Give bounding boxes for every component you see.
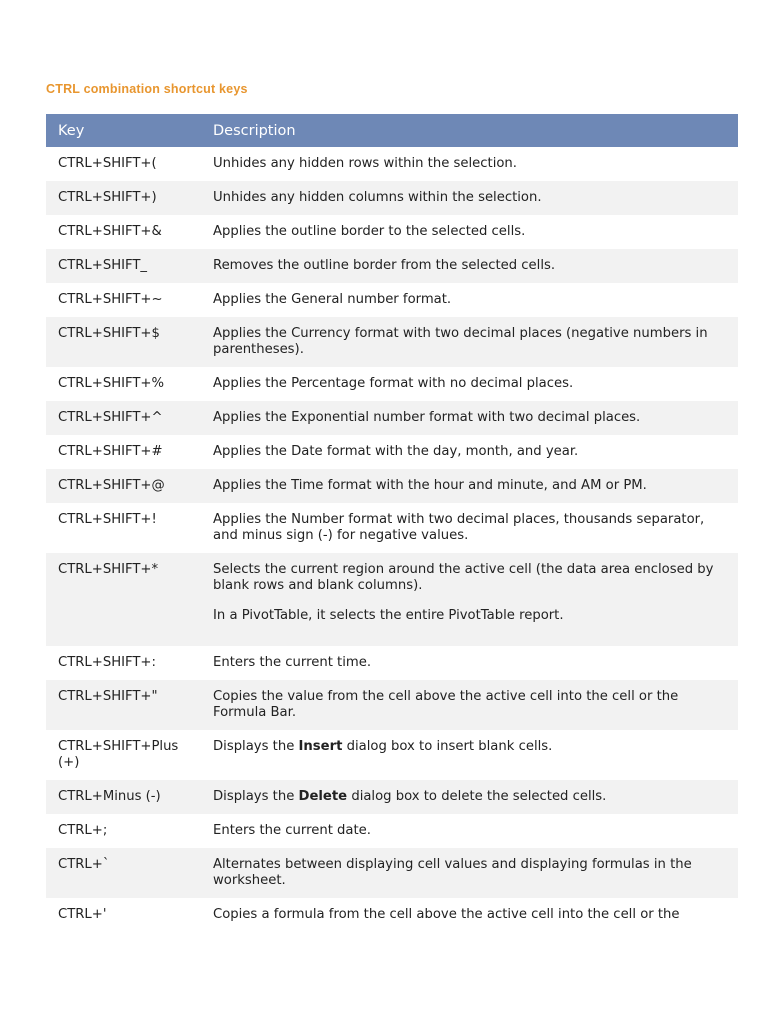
- description-cell: [201, 553, 738, 646]
- description-text: Applies the Currency format with two decimal places (negative numbers in parentheses).: [213, 326, 708, 357]
- description-text: Unhides any hidden columns within the selection.: [213, 190, 542, 205]
- description-text: Applies the Exponential number format with two decimal places.: [213, 410, 641, 425]
- key-cell: CTRL+SHIFT+&: [46, 215, 201, 249]
- description-after: dialog box to delete the selected cells.: [347, 789, 607, 804]
- key-cell: CTRL+SHIFT+^: [46, 401, 201, 435]
- description-text: Enters the current date.: [213, 823, 371, 838]
- key-cell: CTRL+SHIFT+~: [46, 283, 201, 317]
- key-cell: CTRL+SHIFT+Plus (+): [46, 730, 201, 780]
- description-cell: [201, 401, 738, 435]
- key-cell: CTRL+SHIFT+": [46, 680, 201, 730]
- key-cell: CTRL+SHIFT+$: [46, 317, 201, 367]
- description-text: Enters the current time.: [213, 655, 372, 670]
- table-row: [46, 181, 738, 215]
- key-cell: CTRL+`: [46, 848, 201, 898]
- description-cell: [201, 283, 738, 317]
- description-cell: [201, 317, 738, 367]
- description-cell: [201, 215, 738, 249]
- table-row: [46, 283, 738, 317]
- description-text: Unhides any hidden rows within the selection.: [213, 156, 517, 171]
- column-header-description: Description: [201, 114, 738, 147]
- description-text: Applies the outline border to the selected cells.: [213, 224, 526, 239]
- table-row: [46, 814, 738, 848]
- description-text: In a PivotTable, it selects the entire PivotTable report.: [213, 608, 564, 623]
- description-text: Applies the Date format with the day, month, and year.: [213, 444, 579, 459]
- description-cell: [201, 181, 738, 215]
- table-row: [46, 646, 738, 680]
- description-text: Applies the Time format with the hour and minute, and AM or PM.: [213, 478, 647, 493]
- description-before: Displays the: [213, 789, 299, 804]
- description-cell: [201, 367, 738, 401]
- description-text: Applies the Number format with two decimal places, thousands separator, and minus sign (-) for negative values.: [213, 512, 705, 543]
- key-cell: CTRL+SHIFT+#: [46, 435, 201, 469]
- table-row: [46, 147, 738, 181]
- description-cell: [201, 469, 738, 503]
- key-cell: CTRL+SHIFT+:: [46, 646, 201, 680]
- table-row: [46, 215, 738, 249]
- description-cell: [201, 680, 738, 730]
- table-row: [46, 401, 738, 435]
- key-cell: CTRL+SHIFT+%: [46, 367, 201, 401]
- table-row: [46, 898, 738, 932]
- table-row: [46, 317, 738, 367]
- table-row: [46, 503, 738, 553]
- description-cell: [201, 814, 738, 848]
- table-row: [46, 680, 738, 730]
- description-text: Copies the value from the cell above the active cell into the cell or the Formula Bar.: [213, 689, 679, 720]
- table-row: [46, 553, 738, 646]
- dialog-name-insert: Insert: [298, 739, 343, 754]
- key-cell: CTRL+;: [46, 814, 201, 848]
- table-row: [46, 730, 738, 780]
- description-cell: [201, 147, 738, 181]
- page-title: CTRL combination shortcut keys: [46, 82, 248, 96]
- key-cell: CTRL+SHIFT+*: [46, 553, 201, 646]
- shortcut-table: [46, 114, 738, 932]
- description-text: Applies the General number format.: [213, 292, 452, 307]
- table-row: [46, 367, 738, 401]
- description-before: Displays the: [213, 739, 299, 754]
- description-after: dialog box to insert blank cells.: [342, 739, 553, 754]
- key-cell: CTRL+SHIFT+!: [46, 503, 201, 553]
- description-cell: [201, 646, 738, 680]
- key-cell: CTRL+SHIFT+(: [46, 147, 201, 181]
- key-cell: CTRL+': [46, 898, 201, 932]
- description-cell: [201, 780, 738, 814]
- description-cell: [201, 435, 738, 469]
- key-cell: CTRL+Minus (-): [46, 780, 201, 814]
- description-cell: [201, 730, 738, 780]
- table-row: [46, 469, 738, 503]
- description-cell: [201, 898, 738, 932]
- table-row: [46, 848, 738, 898]
- description-text: Applies the Percentage format with no decimal places.: [213, 376, 574, 391]
- description-text: Copies a formula from the cell above the active cell into the cell or the: [213, 907, 680, 922]
- table-row: [46, 780, 738, 814]
- key-cell: CTRL+SHIFT+@: [46, 469, 201, 503]
- description-cell: [201, 249, 738, 283]
- key-cell: CTRL+SHIFT_: [46, 249, 201, 283]
- column-header-key: Key: [46, 114, 201, 147]
- key-cell: CTRL+SHIFT+): [46, 181, 201, 215]
- table-row: [46, 249, 738, 283]
- description-text: [213, 789, 724, 805]
- description-text: [213, 739, 724, 755]
- table-row: [46, 435, 738, 469]
- dialog-name-delete: Delete: [298, 789, 348, 804]
- header-row: [46, 114, 738, 147]
- description-text: Alternates between displaying cell values and displaying formulas in the worksheet.: [213, 857, 692, 888]
- description-cell: [201, 503, 738, 553]
- description-cell: [201, 848, 738, 898]
- description-text: Selects the current region around the active cell (the data area enclosed by blank rows and blank columns).: [213, 562, 714, 593]
- description-text: Removes the outline border from the selected cells.: [213, 258, 556, 273]
- table-header: [46, 114, 738, 147]
